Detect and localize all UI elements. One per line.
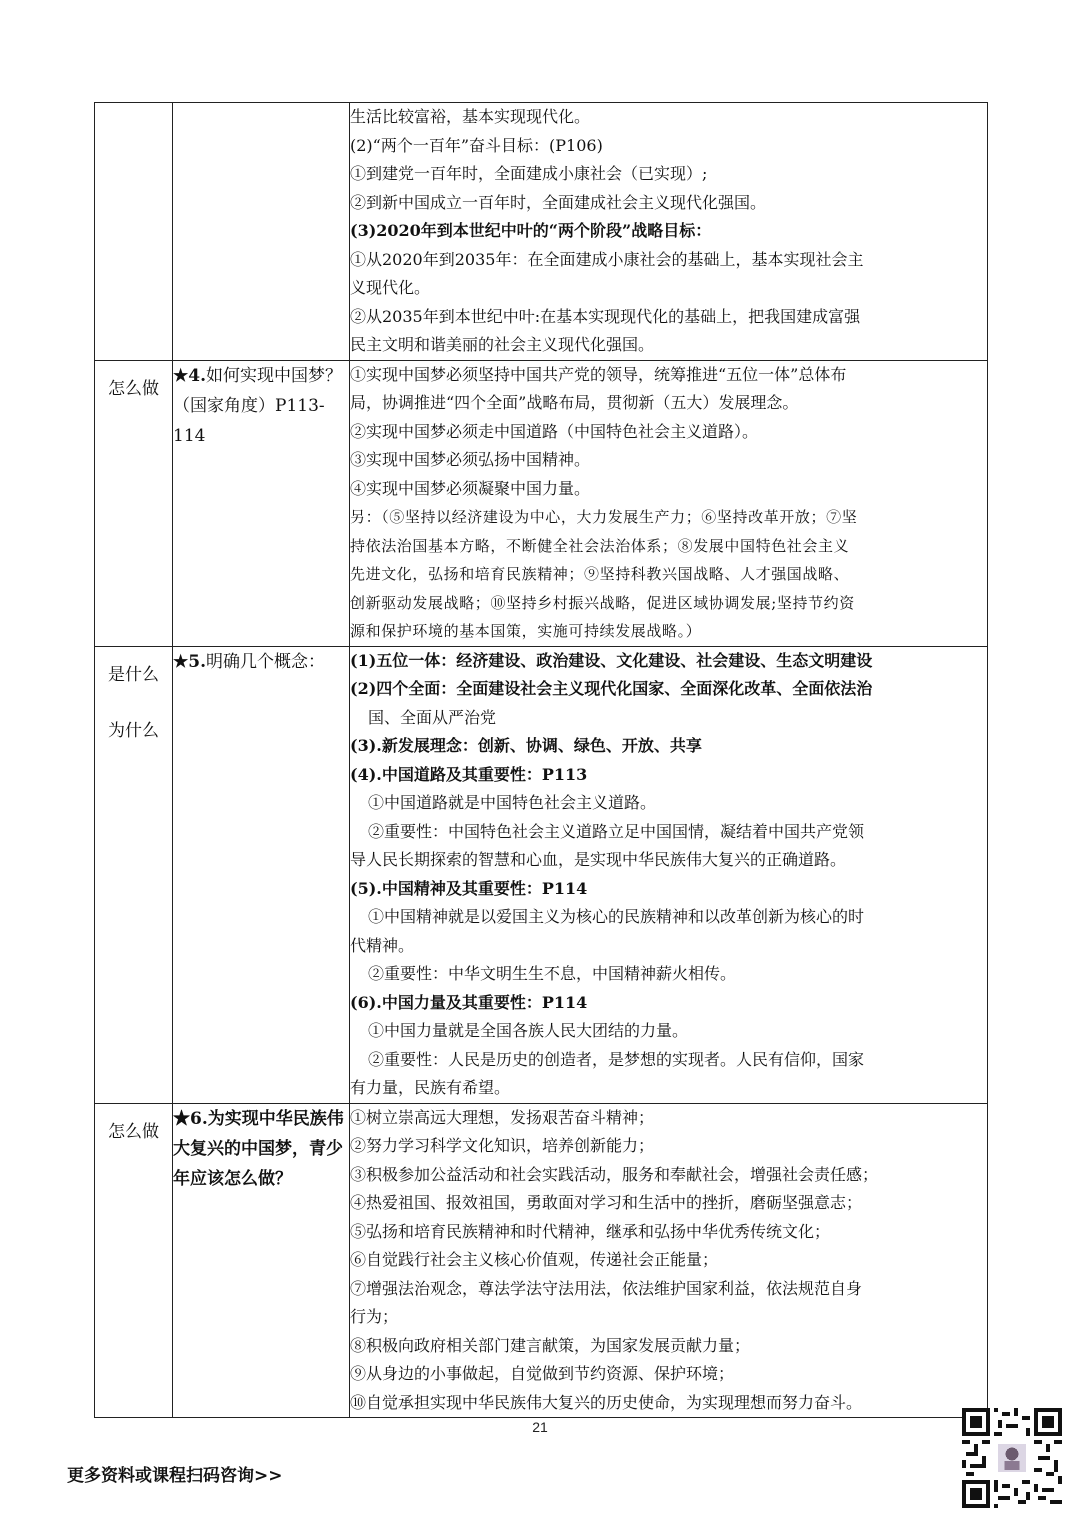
answer-cell [350,360,988,646]
star-number: ★5. [173,651,206,672]
page-number: 21 [532,1419,548,1435]
star-number: ★4. [173,365,206,386]
answer-line: (3)2020年到本世纪中叶的“两个阶段”战略目标： [350,221,712,240]
question-text: 如何实现中国梦？（国家角度）P113-114 [173,365,342,446]
answer-line: ②到新中国成立一百年时，全面建成社会主义现代化强国。 [350,192,767,212]
answer-line: ②重要性：中华文明生生不息，中国精神薪火相传。 [368,964,737,983]
category-cell [95,103,173,361]
answer-line: 生活比较富裕，基本实现现代化。 [350,107,591,126]
answer-line: ②从2035年到本世纪中叶:在基本实现现代化的基础上，把我国建成富强 [350,306,861,326]
answer-line: ⑧积极向政府相关部门建言献策，为国家发展贡献力量； [350,1335,751,1355]
answer-line: ⑦增强法治观念，尊法学法守法用法，依法维护国家利益，依法规范自身 [350,1278,863,1298]
answer-line: ①中国力量就是全国各族人民大团结的力量。 [368,1021,689,1040]
question-text: 为实现中华民族伟大复兴的中国梦，青少年应该怎么做？ [173,1108,344,1189]
answer-line: 持依法治国基本方略，不断健全社会法治体系；⑧发展中国特色社会主义 [350,536,850,555]
question-cell [173,360,350,646]
table-row [95,646,988,1103]
answer-line: 国、全面从严治党 [368,707,497,727]
answer-line: 源和保护环境的基本国策，实施可持续发展战略。） [350,622,702,640]
qr-code-icon[interactable] [962,1408,1062,1508]
answer-line: 另：（⑤坚持以经济建设为中心，大力发展生产力；⑥坚持改革开放；⑦坚 [350,508,858,526]
answer-line: ①中国道路就是中国特色社会主义道路。 [368,793,657,812]
answer-line: 局，协调推进“四个全面”战略布局，贯彻新（五大）发展理念。 [350,393,799,412]
answer-cell [350,1103,988,1418]
answer-line: ①实现中国梦必须坚持中国共产党的领导，统筹推进“五位一体”总体布 [350,364,847,384]
answer-line: (3).新发展理念：创新、协调、绿色、开放、共享 [350,736,702,755]
answer-line: (1)五位一体：经济建设、政治建设、文化建设、社会建设、生态文明建设 [350,650,873,670]
question-cell [173,103,350,361]
category-label: 怎么做 [108,1121,159,1142]
answer-line: (4).中国道路及其重要性：P113 [350,764,588,784]
answer-line: 民主文明和谐美丽的社会主义现代化强国。 [350,335,655,354]
category-label: 为什么 [108,720,159,741]
answer-line: (6).中国力量及其重要性：P114 [350,992,588,1012]
category-label: 是什么 [108,664,159,685]
answer-line: ①树立崇高远大理想，发扬艰苦奋斗精神； [350,1107,655,1127]
footer-text: 更多资料或课程扫码咨询>> [67,1466,283,1486]
table-row [95,1103,988,1418]
answer-line: ⑥自觉践行社会主义核心价值观，传递社会正能量； [350,1250,719,1269]
answer-line: 创新驱动发展战略；⑩坚持乡村振兴战略，促进区域协调发展;坚持节约资 [350,593,855,612]
answer-line: ⑤弘扬和培育民族精神和时代精神，继承和弘扬中华优秀传统文化； [350,1221,831,1241]
answer-line: 导人民长期探索的智慧和心血，是实现中华民族伟大复兴的正确道路。 [350,850,847,869]
answer-line: ③实现中国梦必须弘扬中国精神。 [350,450,591,469]
answer-line: (2)“两个一百年”奋斗目标：(P106) [350,135,603,155]
category-cell [95,646,173,1103]
table-row [95,360,988,646]
star-number: ★6. [173,1108,208,1129]
answer-line: ②重要性：中国特色社会主义道路立足中国国情，凝结着中国共产党领 [368,821,865,841]
answer-line: 有力量，民族有希望。 [350,1078,511,1097]
question-cell [173,1103,350,1418]
answer-line: ④热爱祖国、报效祖国，勇敢面对学习和生活中的挫折，磨砺坚强意志； [350,1193,863,1212]
answer-line: (2)四个全面：全面建设社会主义现代化国家、全面深化改革、全面依法治 [350,679,873,698]
question-text: 明确几个概念： [206,651,325,672]
answer-line: 先进文化，弘扬和培育民族精神；⑨坚持科教兴国战略、人才强国战略、 [350,565,850,583]
answer-line: ②重要性：人民是历史的创造者，是梦想的实现者。人民有信仰，国家 [368,1049,865,1069]
answer-line: (5).中国精神及其重要性：P114 [350,878,588,898]
category-cell [95,1103,173,1418]
question-cell [173,646,350,1103]
answer-line: ①中国精神就是以爱国主义为核心的民族精神和以改革创新为核心的时 [368,907,865,926]
answer-line: ①从2020年到2035年：在全面建成小康社会的基础上，基本实现社会主 [350,249,864,269]
answer-line: ⑩自觉承担实现中华民族伟大复兴的历史使命，为实现理想而努力奋斗。 [350,1392,863,1412]
answer-line: 义现代化。 [350,278,431,297]
answer-line: ②努力学习科学文化知识，培养创新能力； [350,1136,655,1155]
answer-cell [350,646,988,1103]
answer-cell [350,103,988,361]
answer-line: 行为； [350,1307,399,1326]
answer-line: ②实现中国梦必须走中国道路（中国特色社会主义道路）。 [350,421,759,441]
answer-line: ④实现中国梦必须凝聚中国力量。 [350,478,591,498]
category-label: 怎么做 [108,378,159,399]
answer-line: ③积极参加公益活动和社会实践活动，服务和奉献社会，增强社会责任感； [350,1164,879,1184]
answer-line: ①到建党一百年时，全面建成小康社会（已实现）; [350,164,708,183]
content-table [94,102,988,1418]
answer-line: 代精神。 [350,935,415,955]
category-cell [95,360,173,646]
answer-line: ⑨从身边的小事做起，自觉做到节约资源、保护环境； [350,1364,735,1383]
table-row [95,103,988,361]
